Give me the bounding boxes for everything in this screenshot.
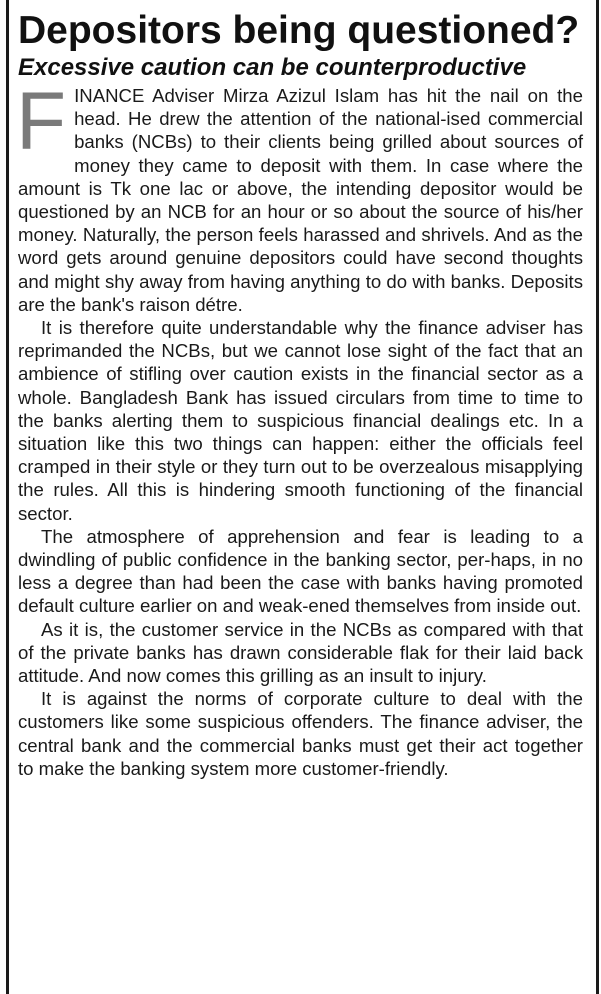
column-rule-left xyxy=(6,0,9,994)
article-body xyxy=(16,76,583,780)
paragraph-3: The atmosphere of apprehension and fear is leading to a dwindling of public confidence in the banking sector, per-haps, in no less a degree than had been the case with banks having promoted default culture earlier on and weak-ened themselves from inside out. xyxy=(18,525,583,617)
editorial-article xyxy=(18,10,583,780)
paragraph-1 xyxy=(16,76,583,316)
paragraph-1-text: Adviser Mirza Azizul Islam has hit the nail on the head. He drew the attention of the national-ised commercial banks (NCBs) to their clients being grilled about sources of money they came to deposit with them. In case where the amount is Tk one lac or above, the intending depositor would be questioned by an NCB for an hour or so about the source of his/her money. Naturally, the person feels harassed and shrivels. And as the word gets around genuine depositors could have second thoughts and might shy away from having anything to do with banks. Deposits are the bank's raison détre. xyxy=(18,85,583,315)
subheadline: Excessive caution can be counterproductive xyxy=(18,54,527,81)
paragraph-2: It is therefore quite understandable why the finance adviser has reprimanded the NCBs, but we cannot lose sight of the fact that an ambience of stifling over caution exists in the financial sector as a whole. Bangladesh Bank has issued circulars from time to time to the banks alerting them to suspicious financial dealings etc. In a situation like this two things can happen: either the officials feel cramped in their style or they turn out to be overzealous misapplying the rules. All this is hindering smooth functioning of the financial sector. xyxy=(18,317,583,524)
paragraph-5: It is against the norms of corporate culture to deal with the customers like some suspicious offenders. The finance adviser, the central bank and the commercial banks must get their act together to make the banking system more customer-friendly. xyxy=(18,688,583,779)
paragraph-4: As it is, the customer service in the NCBs as compared with that of the private banks has drawn considerable flak for their laid back attitude. And now comes this grilling as an insult to injury. xyxy=(18,618,583,687)
headline: Depositors being questioned? xyxy=(18,9,580,52)
lead-caps: INANCE xyxy=(74,85,145,106)
column-rule-right xyxy=(596,0,599,994)
drop-cap: F xyxy=(16,76,67,167)
